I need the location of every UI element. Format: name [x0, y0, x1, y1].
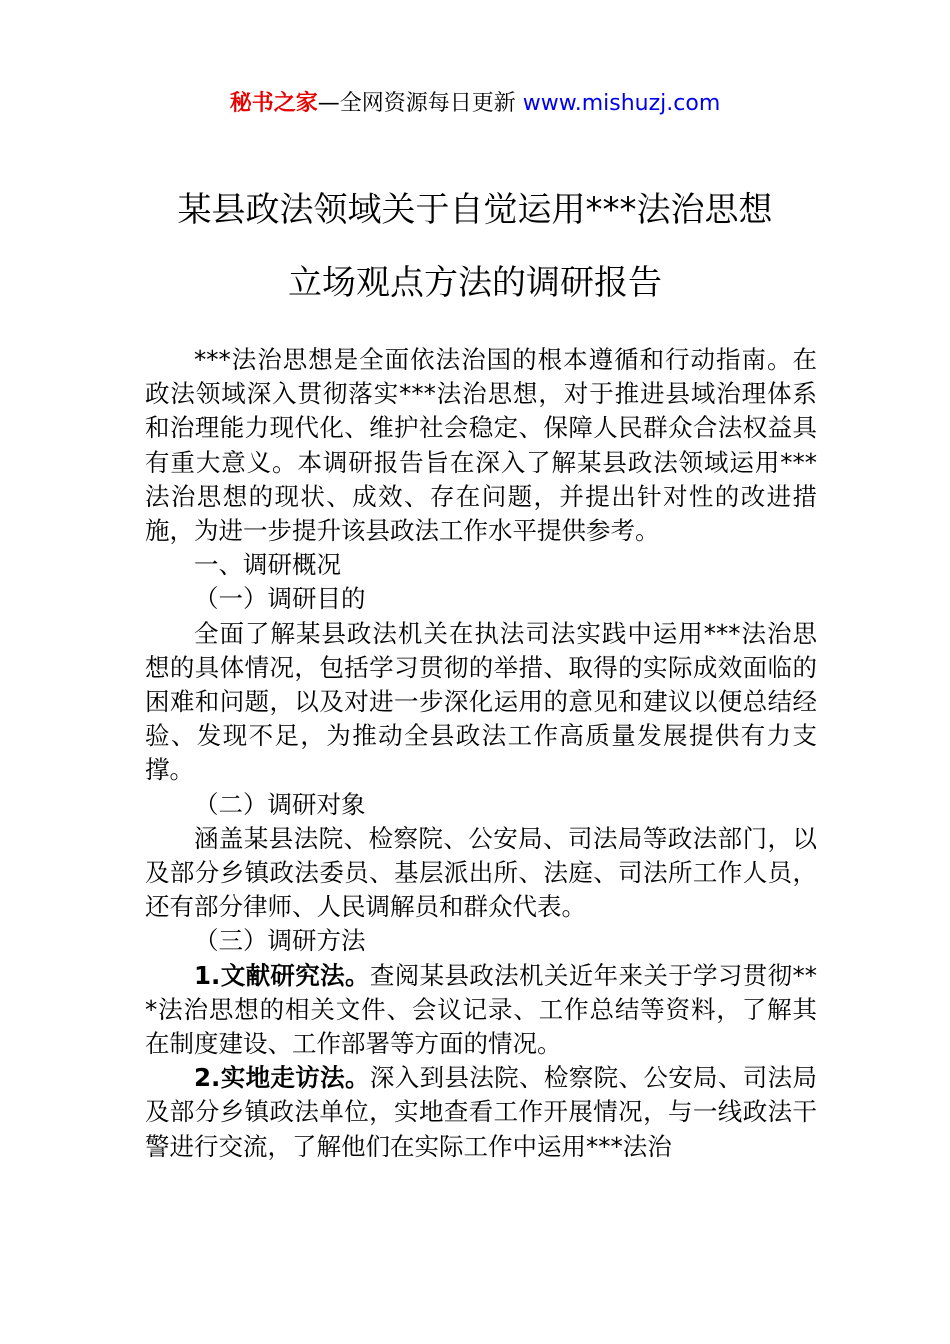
method-fieldvisit-paragraph [145, 1061, 817, 1164]
document-title-line-1: 某县政法领域关于自觉运用***法治思想 [177, 190, 773, 230]
purpose-paragraph: 全面了解某县政法机关在执法司法实践中运用***法治思想的具体情况，包括学习贯彻的举措、取得的实际成效面临的困难和问题，以及对进一步深化运用的意见和建议以便总结经验、发现不足，为推动全县政法工作高质量发展提供有力支撑。 [145, 618, 817, 785]
document-title-line-2: 立场观点方法的调研报告 [288, 263, 662, 303]
intro-paragraph: ***法治思想是全面依法治国的根本遵循和行动指南。在政法领域深入贯彻落实***法治思想，对于推进县域治理体系和治理能力现代化、维护社会稳定、保障人民群众合法权益具有重大意义。本调研报告旨在深入了解某县政法领域运用***法治思想的现状、成效、存在问题，并提出针对性的改进措施，为进一步提升该县政法工作水平提供参考。 [145, 345, 817, 546]
method-literature-paragraph [145, 959, 817, 1062]
document-body [145, 343, 817, 1164]
site-brand: 秘书之家 [229, 91, 318, 116]
method-fieldvisit-text: 深入到县法院、检察院、公安局、司法局及部分乡镇政法单位，实地查看工作开展情况，与一线政法干警进行交流，了解他们在实际工作中运用***法治 [145, 1063, 817, 1161]
site-url-link[interactable]: www.mishuzj.com [522, 91, 721, 116]
site-tagline: —全网资源每日更新 [317, 91, 516, 116]
method-literature-text: 查阅某县政法机关近年来关于学习贯彻***法治思想的相关文件、会议记录、工作总结等资料，了解其在制度建设、工作部署等方面的情况。 [145, 960, 817, 1059]
site-banner [0, 86, 950, 122]
method-literature-lead: 1.文献研究法。 [194, 960, 370, 990]
method-fieldvisit-lead: 2.实地走访法。 [194, 1063, 370, 1093]
subsection-heading-purpose: （一）调研目的 [194, 584, 366, 614]
section-heading-overview: 一、调研概况 [194, 550, 341, 580]
subjects-paragraph: 涵盖某县法院、检察院、公安局、司法局等政法部门，以及部分乡镇政法委员、基层派出所、法庭、司法所工作人员，还有部分律师、人民调解员和群众代表。 [145, 823, 817, 922]
subsection-heading-subjects: （二）调研对象 [194, 789, 366, 819]
subsection-heading-methods: （三）调研方法 [194, 926, 366, 956]
